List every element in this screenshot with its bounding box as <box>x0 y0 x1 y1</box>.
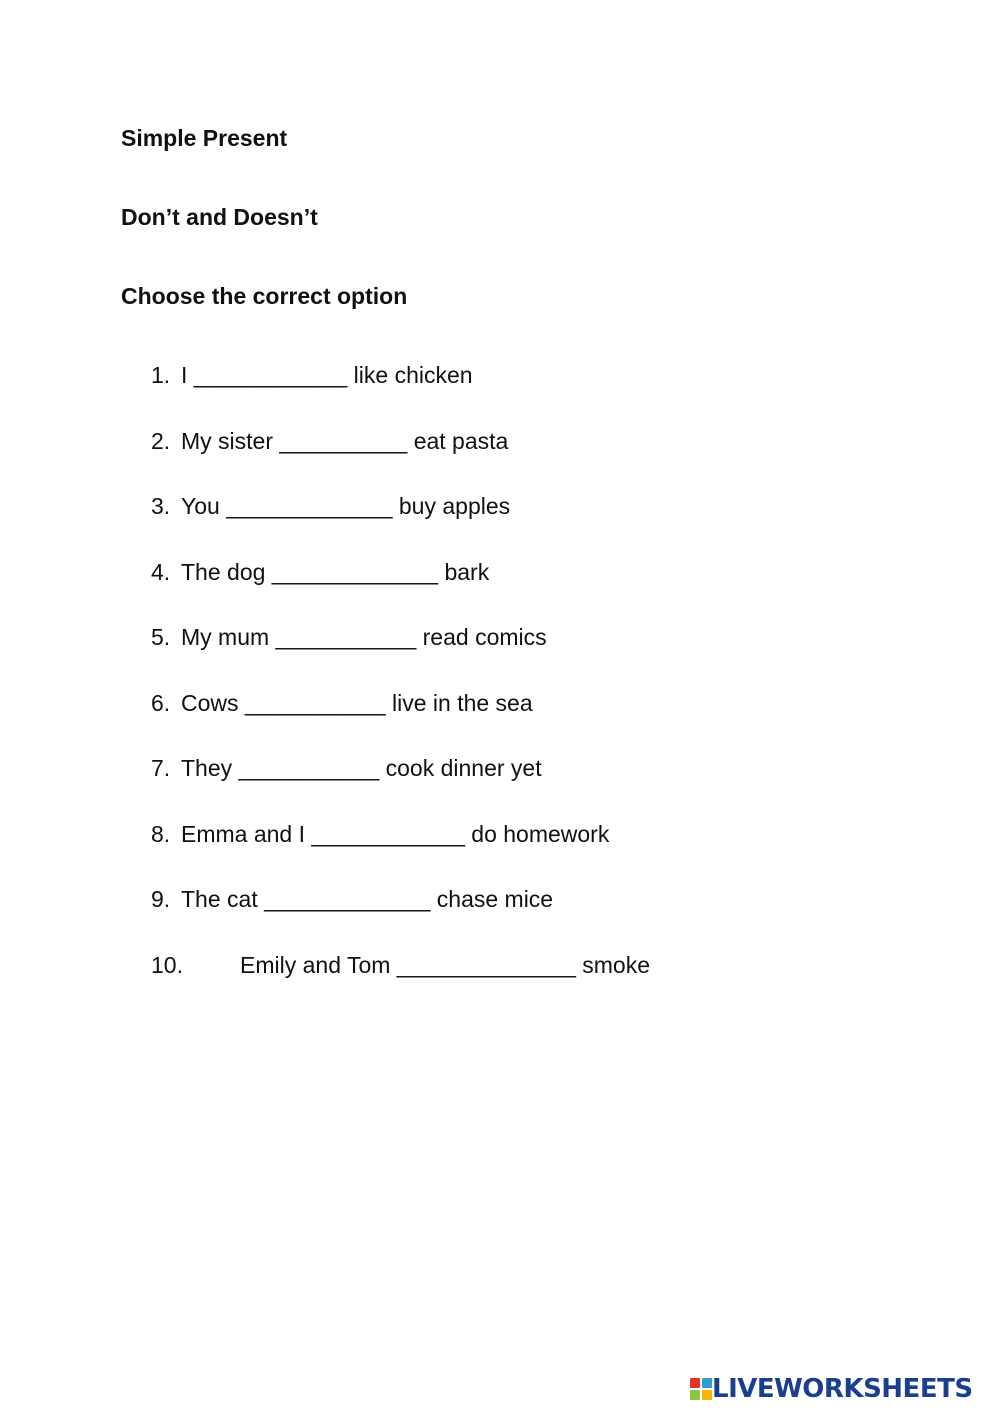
instruction: Choose the correct option <box>121 283 408 309</box>
question-text: The dog _____________ bark <box>181 559 490 585</box>
logo-tile <box>690 1390 700 1400</box>
question-number: 6. <box>151 690 171 716</box>
question-number: 7. <box>151 755 171 781</box>
question-number: 8. <box>151 821 171 847</box>
logo-tile <box>690 1378 700 1388</box>
question-text: Emma and I ____________ do homework <box>181 821 610 847</box>
question-text: My mum ___________ read comics <box>181 624 547 650</box>
question-text: Cows ___________ live in the sea <box>181 690 533 716</box>
question-text: My sister __________ eat pasta <box>181 428 509 454</box>
question-text: You _____________ buy apples <box>181 493 511 519</box>
page-title: Simple Present <box>121 125 288 151</box>
question-number: 2. <box>151 428 171 454</box>
question-number: 4. <box>151 559 171 585</box>
logo-tile <box>702 1378 712 1388</box>
liveworksheets-logo-icon <box>690 1378 712 1400</box>
question-number: 3. <box>151 493 171 519</box>
logo-tile <box>702 1390 712 1400</box>
question-number: 1. <box>151 362 171 388</box>
logo-text: LIVEWORKSHEETS <box>712 1374 973 1404</box>
question-text: I ____________ like chicken <box>181 362 473 388</box>
page-subtitle: Don’t and Doesn’t <box>121 204 318 230</box>
question-number: 5. <box>151 624 171 650</box>
question-text: Emily and Tom ______________ smoke <box>240 952 651 978</box>
question-number: 9. <box>151 886 171 912</box>
question-text: The cat _____________ chase mice <box>181 886 554 912</box>
question-text: They ___________ cook dinner yet <box>181 755 542 781</box>
question-number: 10. <box>151 952 183 978</box>
